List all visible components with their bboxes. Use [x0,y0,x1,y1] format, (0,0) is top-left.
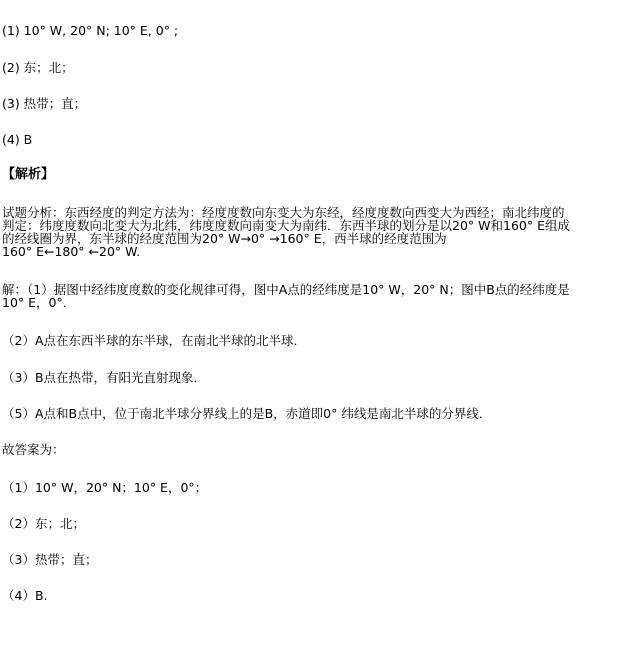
analysis-paragraph [2,206,628,258]
conclusion-label: 故答案为： [2,442,65,457]
answer-bottom-4: （4）B. [2,588,48,603]
answer-bottom-2: （2）东；北； [2,516,85,531]
analysis-row-4: 160° E←180° ←20° W. [2,244,141,259]
solution-point-5: （5）A点和B点中，位于南北半球分界线上的是B，赤道即0° 纬线是南北半球的分界线． [2,406,492,421]
answer-top-3: (3) 热带；直； [2,96,87,111]
answer-top-4: (4) B [2,132,33,147]
answer-bottom-1: （1）10° W，20° N；10° E，0°； [2,480,208,495]
analysis-row-1: 试题分析：东西经度的判定方法为：经度度数向东变大为东经，经度度数向西变大为西经；南北纬度的 [2,205,565,220]
analysis-row-3: 的经线圈为界，东半球的经度范围为20° W→0° →160° E，西半球的经度范围为 [2,231,447,246]
analysis-row-2: 判定：纬度度数向北变大为北纬，纬度度数向南变大为南纬．东西半球的划分是以20° W和160° E组成 [2,218,570,233]
answer-top-1: (1) 10° W, 20° N; 10° E, 0° ; [2,23,179,38]
answer-top-2: (2) 东；北； [2,60,74,75]
analysis-heading: 【解析】 [2,167,55,182]
answer-bottom-3: （3）热带；直； [2,552,98,567]
solution-row-2: 10° E，0°． [2,295,76,310]
solution-paragraph [2,283,628,309]
solution-point-2: （2）A点在东西半球的东半球，在南北半球的北半球． [2,333,307,348]
solution-point-3: （3）B点在热带，有阳光直射现象． [2,370,207,385]
solution-row-1: 解：（1）据图中经纬度度数的变化规律可得，图中A点的经纬度是10° W，20° N；图中B点的经纬度是 [2,282,570,297]
